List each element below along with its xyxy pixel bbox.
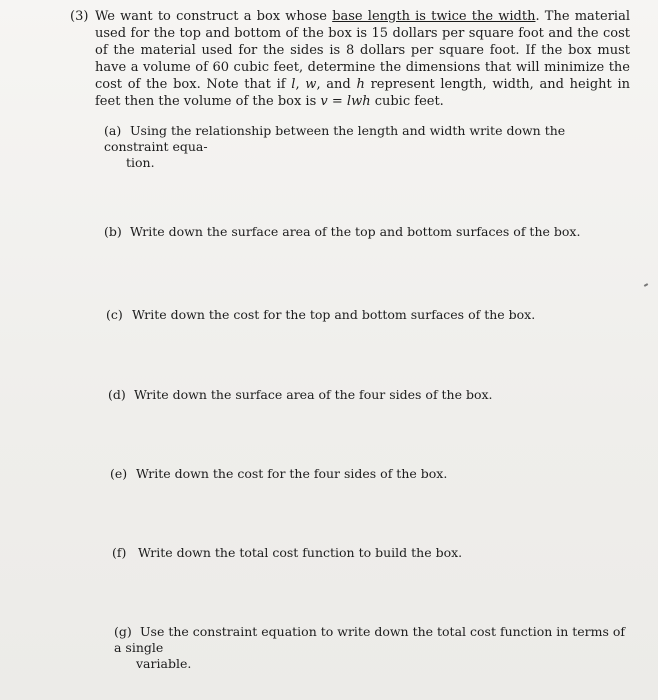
statement-part: We want to construct a box whose	[95, 9, 333, 24]
statement-part: . The material used for the top and bottom of the box is 15 dollars per square foot and the cost of the material used for the sides is 8 dollars per square foot. If the box must have a volume of 60 cubic feet, determine the dimensions that will minimize the cost of the box. Note that if	[95, 9, 630, 92]
part-text: Write down the surface area of the top and bottom surfaces of the box.	[130, 224, 581, 239]
part-label: (a)	[104, 123, 122, 138]
part-text: Using the relationship between the length and width write down the constraint equa-	[104, 123, 566, 154]
problem-statement	[95, 8, 630, 110]
statement-part: ,	[295, 77, 306, 92]
part-label: (c)	[106, 307, 123, 322]
part-label: (f)	[112, 545, 127, 560]
statement-part: represent length, width, and height in feet then the volume of the box is	[95, 77, 631, 109]
pen-mark	[644, 283, 648, 287]
part-text-continuation: tion.	[126, 155, 155, 170]
part-label: (g)	[114, 624, 132, 639]
statement-part: cubic feet.	[370, 94, 444, 109]
underlined-phrase: base length is twice the width	[332, 9, 536, 24]
problem-3	[70, 8, 630, 110]
part-label: (b)	[104, 224, 122, 239]
part-text-continuation: variable.	[136, 656, 192, 671]
variable-w: w	[305, 77, 317, 92]
part-g	[114, 624, 634, 672]
part-e	[110, 466, 630, 482]
statement-part: , and	[316, 77, 357, 92]
part-label: (e)	[110, 466, 128, 481]
part-text: Write down the surface area of the four sides of the box.	[134, 387, 493, 402]
part-label: (d)	[108, 387, 126, 402]
part-c	[106, 307, 626, 323]
part-text: Write down the total cost function to build the box.	[138, 545, 463, 560]
part-b	[104, 224, 624, 240]
part-text: Write down the cost for the four sides of the box.	[136, 466, 448, 481]
part-a	[104, 123, 624, 171]
part-f	[112, 545, 632, 561]
variable-h: h	[356, 77, 365, 92]
variable-l: l	[291, 77, 296, 92]
volume-formula: v = lwh	[320, 94, 371, 109]
part-d	[108, 387, 628, 403]
problem-number: (3)	[70, 9, 89, 24]
part-text: Write down the cost for the top and bottom surfaces of the box.	[132, 307, 536, 322]
part-text: Use the constraint equation to write down the total cost function in terms of a single	[114, 624, 626, 655]
